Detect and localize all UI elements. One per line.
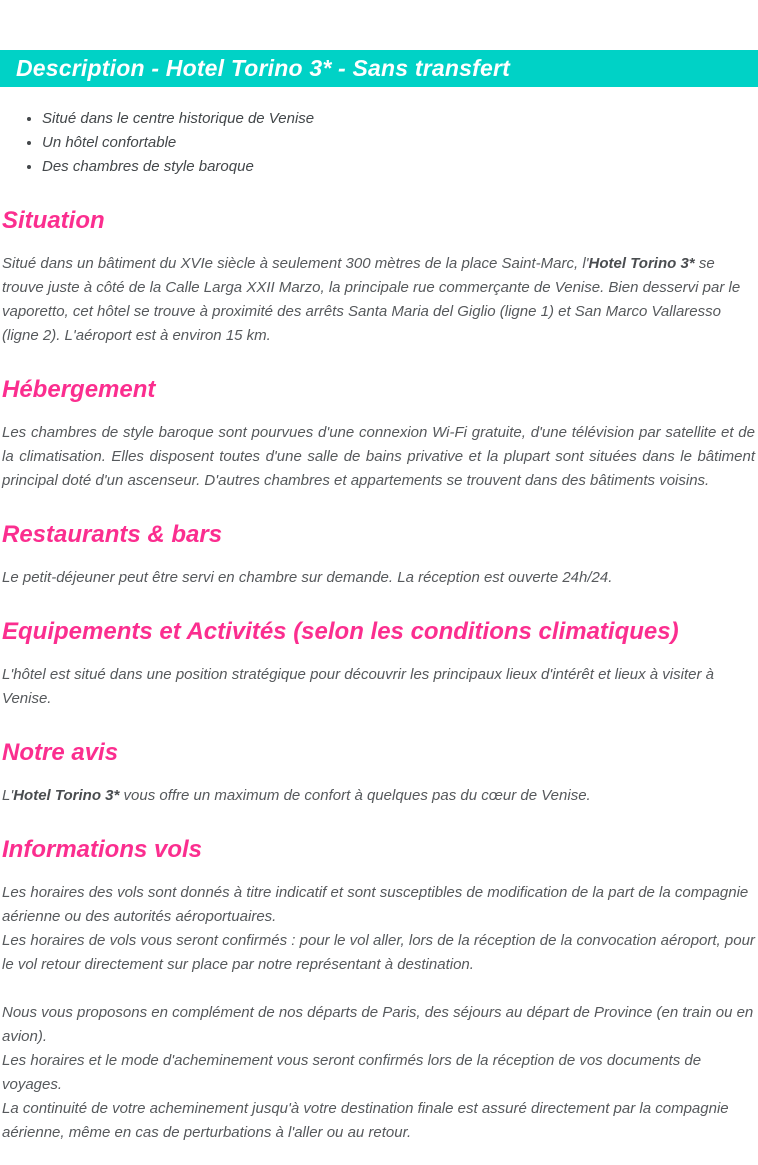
hotel-name-bold: Hotel Torino 3* xyxy=(13,787,120,804)
notre-avis-paragraph xyxy=(2,784,755,808)
hotel-name-bold: Hotel Torino 3* xyxy=(588,255,695,272)
description-header-band xyxy=(0,50,758,87)
flight-info-line: La continuité de votre acheminement jusqu'à votre destination finale est assuré directement par la compagnie aérienne, même en cas de perturbations à l'aller ou au retour. xyxy=(2,1100,729,1141)
situation-text-before: Situé dans un bâtiment du XVIe siècle à seulement 300 mètres de la place Saint-Marc, l' xyxy=(2,255,589,272)
notre-avis-heading: Notre avis xyxy=(2,739,119,766)
restaurants-bars-heading: Restaurants & bars xyxy=(2,521,223,548)
flight-info-block-2 xyxy=(2,1001,755,1145)
highlights-list xyxy=(2,107,755,179)
section-situation xyxy=(2,207,755,348)
situation-heading: Situation xyxy=(2,207,105,234)
situation-text-after: se trouve juste à côté de la Calle Larga XXII Marzo, la principale rue commerçante de Venise. Bien desservi par le vaporetto, cet hôtel se trouve à proximité des arrêts Santa Maria del Giglio (ligne 1) et San Marco Vallaresso (ligne 2). L'aéroport est à environ 15 km. xyxy=(2,255,741,344)
flight-info-line: Les horaires des vols sont donnés à titre indicatif et sont susceptibles de modification de la part de la compagnie aérienne ou des autorités aéroportuaires. xyxy=(2,884,749,925)
section-restaurants-bars xyxy=(2,521,755,590)
highlight-item: • Un hôtel confortable xyxy=(42,131,755,155)
restaurants-bars-paragraph: Le petit-déjeuner peut être servi en chambre sur demande. La réception est ouverte 24h/24. xyxy=(2,569,613,586)
equipements-activites-paragraph: L'hôtel est situé dans une position stratégique pour découvrir les principaux lieux d'intérêt et lieux à visiter à Venise. xyxy=(2,666,714,707)
situation-paragraph xyxy=(2,252,755,348)
section-notre-avis xyxy=(2,739,755,808)
description-content xyxy=(0,107,758,1165)
highlight-item: • Situé dans le centre historique de Venise xyxy=(42,107,755,131)
flight-info-block-1 xyxy=(2,881,755,977)
notre-avis-text-before: L' xyxy=(2,787,14,804)
equipements-activites-heading: Equipements et Activités (selon les conditions climatiques) xyxy=(2,618,679,645)
highlight-item: • Des chambres de style baroque xyxy=(42,155,755,179)
section-informations-vols xyxy=(2,836,755,1145)
hebergement-heading: Hébergement xyxy=(2,376,156,403)
hebergement-paragraph: Les chambres de style baroque sont pourvues d'une connexion Wi-Fi gratuite, d'une télévision par satellite et de la climatisation. Elles disposent toutes d'une salle de bains privative et la plupart sont situées dans le bâtiment principal doté d'un ascenseur. D'autres chambres et appartements se trouvent dans des bâtiments voisins. xyxy=(2,424,755,489)
section-hebergement xyxy=(2,376,755,493)
flight-info-line: Les horaires et le mode d'acheminement vous seront confirmés lors de la réception de vos documents de voyages. xyxy=(2,1052,702,1093)
informations-vols-heading: Informations vols xyxy=(2,836,203,863)
flight-info-line: Les horaires de vols vous seront confirmés : pour le vol aller, lors de la réception de la convocation aéroport, pour le vol retour directement sur place par notre représentant à destination. xyxy=(2,932,755,973)
page-title: Description - Hotel Torino 3* - Sans transfert xyxy=(16,55,510,81)
flight-info-line: Nous vous proposons en complément de nos départs de Paris, des séjours au départ de Province (en train ou en avion). xyxy=(2,1004,754,1045)
notre-avis-text-after: vous offre un maximum de confort à quelques pas du cœur de Venise. xyxy=(119,787,591,804)
page-root xyxy=(0,50,758,1165)
section-equipements-activites xyxy=(2,618,755,711)
